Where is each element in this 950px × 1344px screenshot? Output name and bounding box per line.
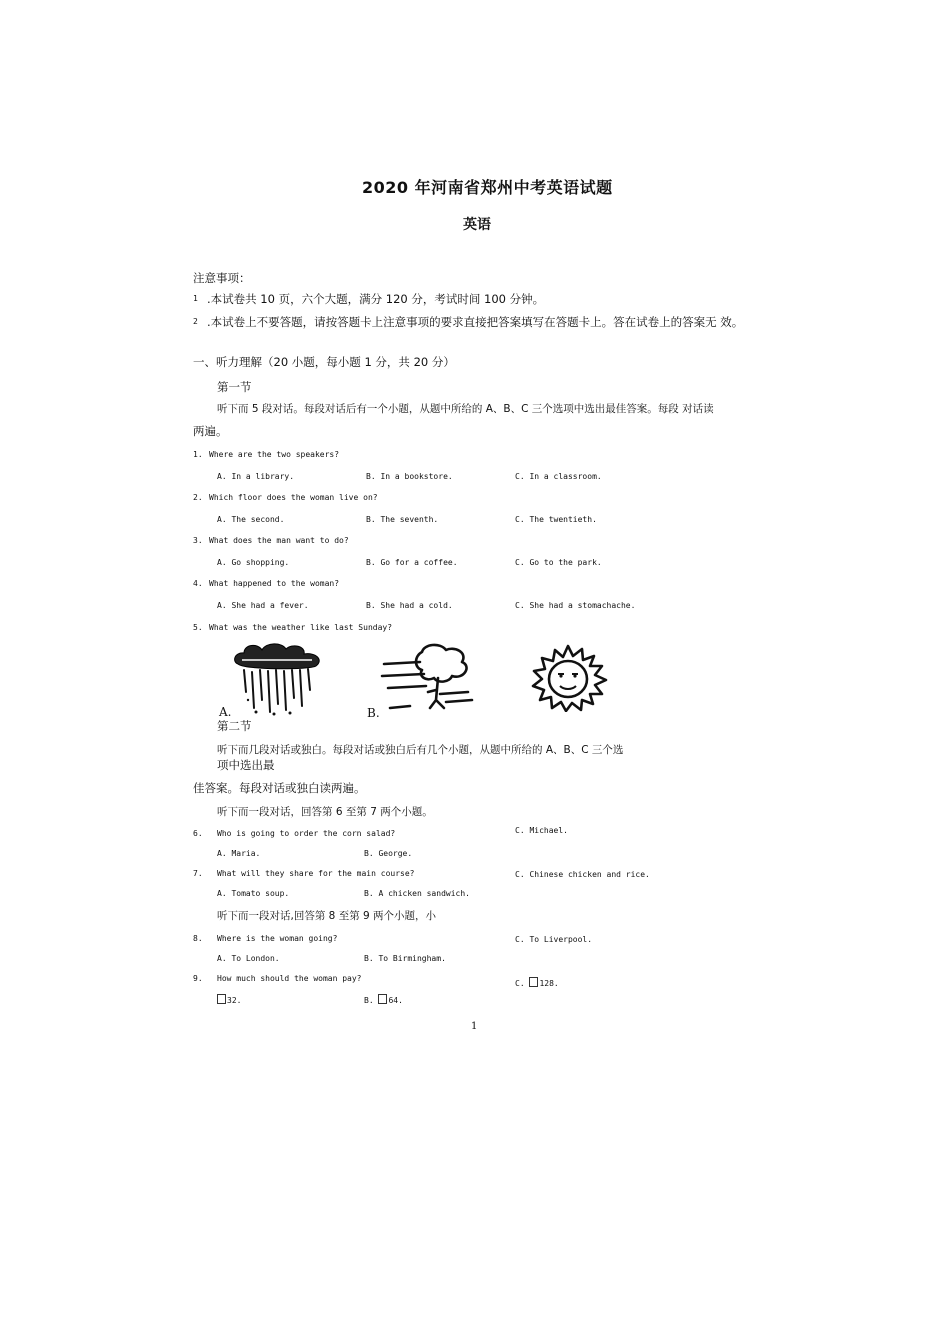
question-text: What does the man want to do?	[209, 536, 349, 545]
option-a: A. Tomato soup.	[217, 889, 290, 898]
group-instructions: 听下而一段对话，回答第 6 至第 7 两个小题。	[217, 806, 433, 818]
question-text: What will they share for the main course?	[217, 869, 415, 878]
option-b: B. The seventh.	[366, 515, 439, 524]
option-b: B. Go for a coffee.	[366, 558, 458, 567]
section-instructions: 佳答案。每段对话或独白读两遍。	[193, 781, 366, 795]
question-text: Where are the two speakers?	[209, 450, 340, 459]
question-text: Which floor does the woman live on?	[209, 493, 378, 502]
note-number: 2	[193, 317, 198, 326]
option-c: C. The twentieth.	[515, 515, 597, 524]
picture-label-a: A.	[219, 705, 232, 719]
option-b: B. She had a cold.	[366, 601, 453, 610]
question-number: 4.	[193, 579, 203, 588]
option-c: C. Chinese chicken and rice.	[515, 870, 650, 879]
question-number: 9.	[193, 974, 203, 983]
group-instructions: 听下而一段对话,回答第 8 至第 9 两个小题，小	[217, 910, 437, 922]
option-a-value: 32.	[227, 996, 242, 1005]
option-c	[515, 977, 559, 988]
sun-icon	[526, 644, 610, 712]
currency-box-icon	[529, 977, 538, 987]
option-c: C. She had a stomachache.	[515, 601, 636, 610]
option-b-prefix: B.	[364, 996, 379, 1005]
notes-heading: 注意事项：	[193, 271, 251, 285]
section-instructions: 听下而几段对话或独白。每段对话或独白后有几个小题，从题中所给的 A、B、C 三个选	[217, 744, 624, 756]
question-number: 7.	[193, 869, 203, 878]
option-b: B. To Birmingham.	[364, 954, 446, 963]
option-c: C. Michael.	[515, 826, 568, 835]
windy-tree-icon	[380, 642, 480, 716]
option-a: A. Go shopping.	[217, 558, 290, 567]
option-c: C. In a classroom.	[515, 472, 602, 481]
picture-label-b: B.	[367, 706, 380, 720]
rain-cloud-icon	[230, 640, 326, 716]
option-a: A. The second.	[217, 515, 285, 524]
currency-box-icon	[217, 994, 226, 1004]
option-a: A. Maria.	[217, 849, 261, 858]
section-instructions: 听下而 5 段对话。每段对话后有一个小题，从题中所给的 A、B、C 三个选项中选出最佳答案。每段 对话读	[217, 403, 714, 415]
section-instructions: 项中选出最	[217, 758, 275, 772]
page-number: 1	[471, 1021, 478, 1032]
subject-title: 英语	[463, 217, 491, 233]
question-text: What was the weather like last Sunday?	[209, 623, 393, 632]
section-label: 第二节	[217, 719, 252, 733]
question-text: Who is going to order the corn salad?	[217, 829, 396, 838]
option-a: A. To London.	[217, 954, 280, 963]
option-a	[217, 994, 241, 1005]
question-text: Where is the woman going?	[217, 934, 338, 943]
option-c-prefix: C.	[515, 979, 530, 988]
question-number: 3.	[193, 536, 203, 545]
question-number: 8.	[193, 934, 203, 943]
part-heading: 一、听力理解（20 小题，每小题 1 分，共 20 分）	[193, 355, 455, 369]
note-text: .本试卷共 10 页，六个大题，满分 120 分，考试时间 100 分钟。	[207, 292, 545, 306]
section-label: 第一节	[217, 380, 252, 394]
note-number: 1	[193, 294, 198, 303]
option-b-value: 64.	[388, 996, 403, 1005]
currency-box-icon	[378, 994, 387, 1004]
option-a: A. She had a fever.	[217, 601, 309, 610]
option-b: B. In a bookstore.	[366, 472, 453, 481]
option-c: C. To Liverpool.	[515, 935, 593, 944]
option-c-value: 128.	[539, 979, 559, 988]
question-number: 1.	[193, 450, 203, 459]
question-number: 5.	[193, 623, 203, 632]
question-number: 6.	[193, 829, 203, 838]
note-text: .本试卷上不要答题，请按答题卡上注意事项的要求直接把答案填写在答题卡上。答在试卷上的答案无 效。	[207, 315, 744, 329]
option-b: B. A chicken sandwich.	[364, 889, 470, 898]
option-b	[364, 994, 403, 1005]
question-text: What happened to the woman?	[209, 579, 340, 588]
option-b: B. George.	[364, 849, 413, 858]
option-a: A. In a library.	[217, 472, 295, 481]
question-number: 2.	[193, 493, 203, 502]
page-title: 2020 年河南省郑州中考英语试题	[362, 178, 613, 197]
option-c: C. Go to the park.	[515, 558, 602, 567]
question-text: How much should the woman pay?	[217, 974, 362, 983]
section-instructions: 两遍。	[193, 424, 228, 438]
